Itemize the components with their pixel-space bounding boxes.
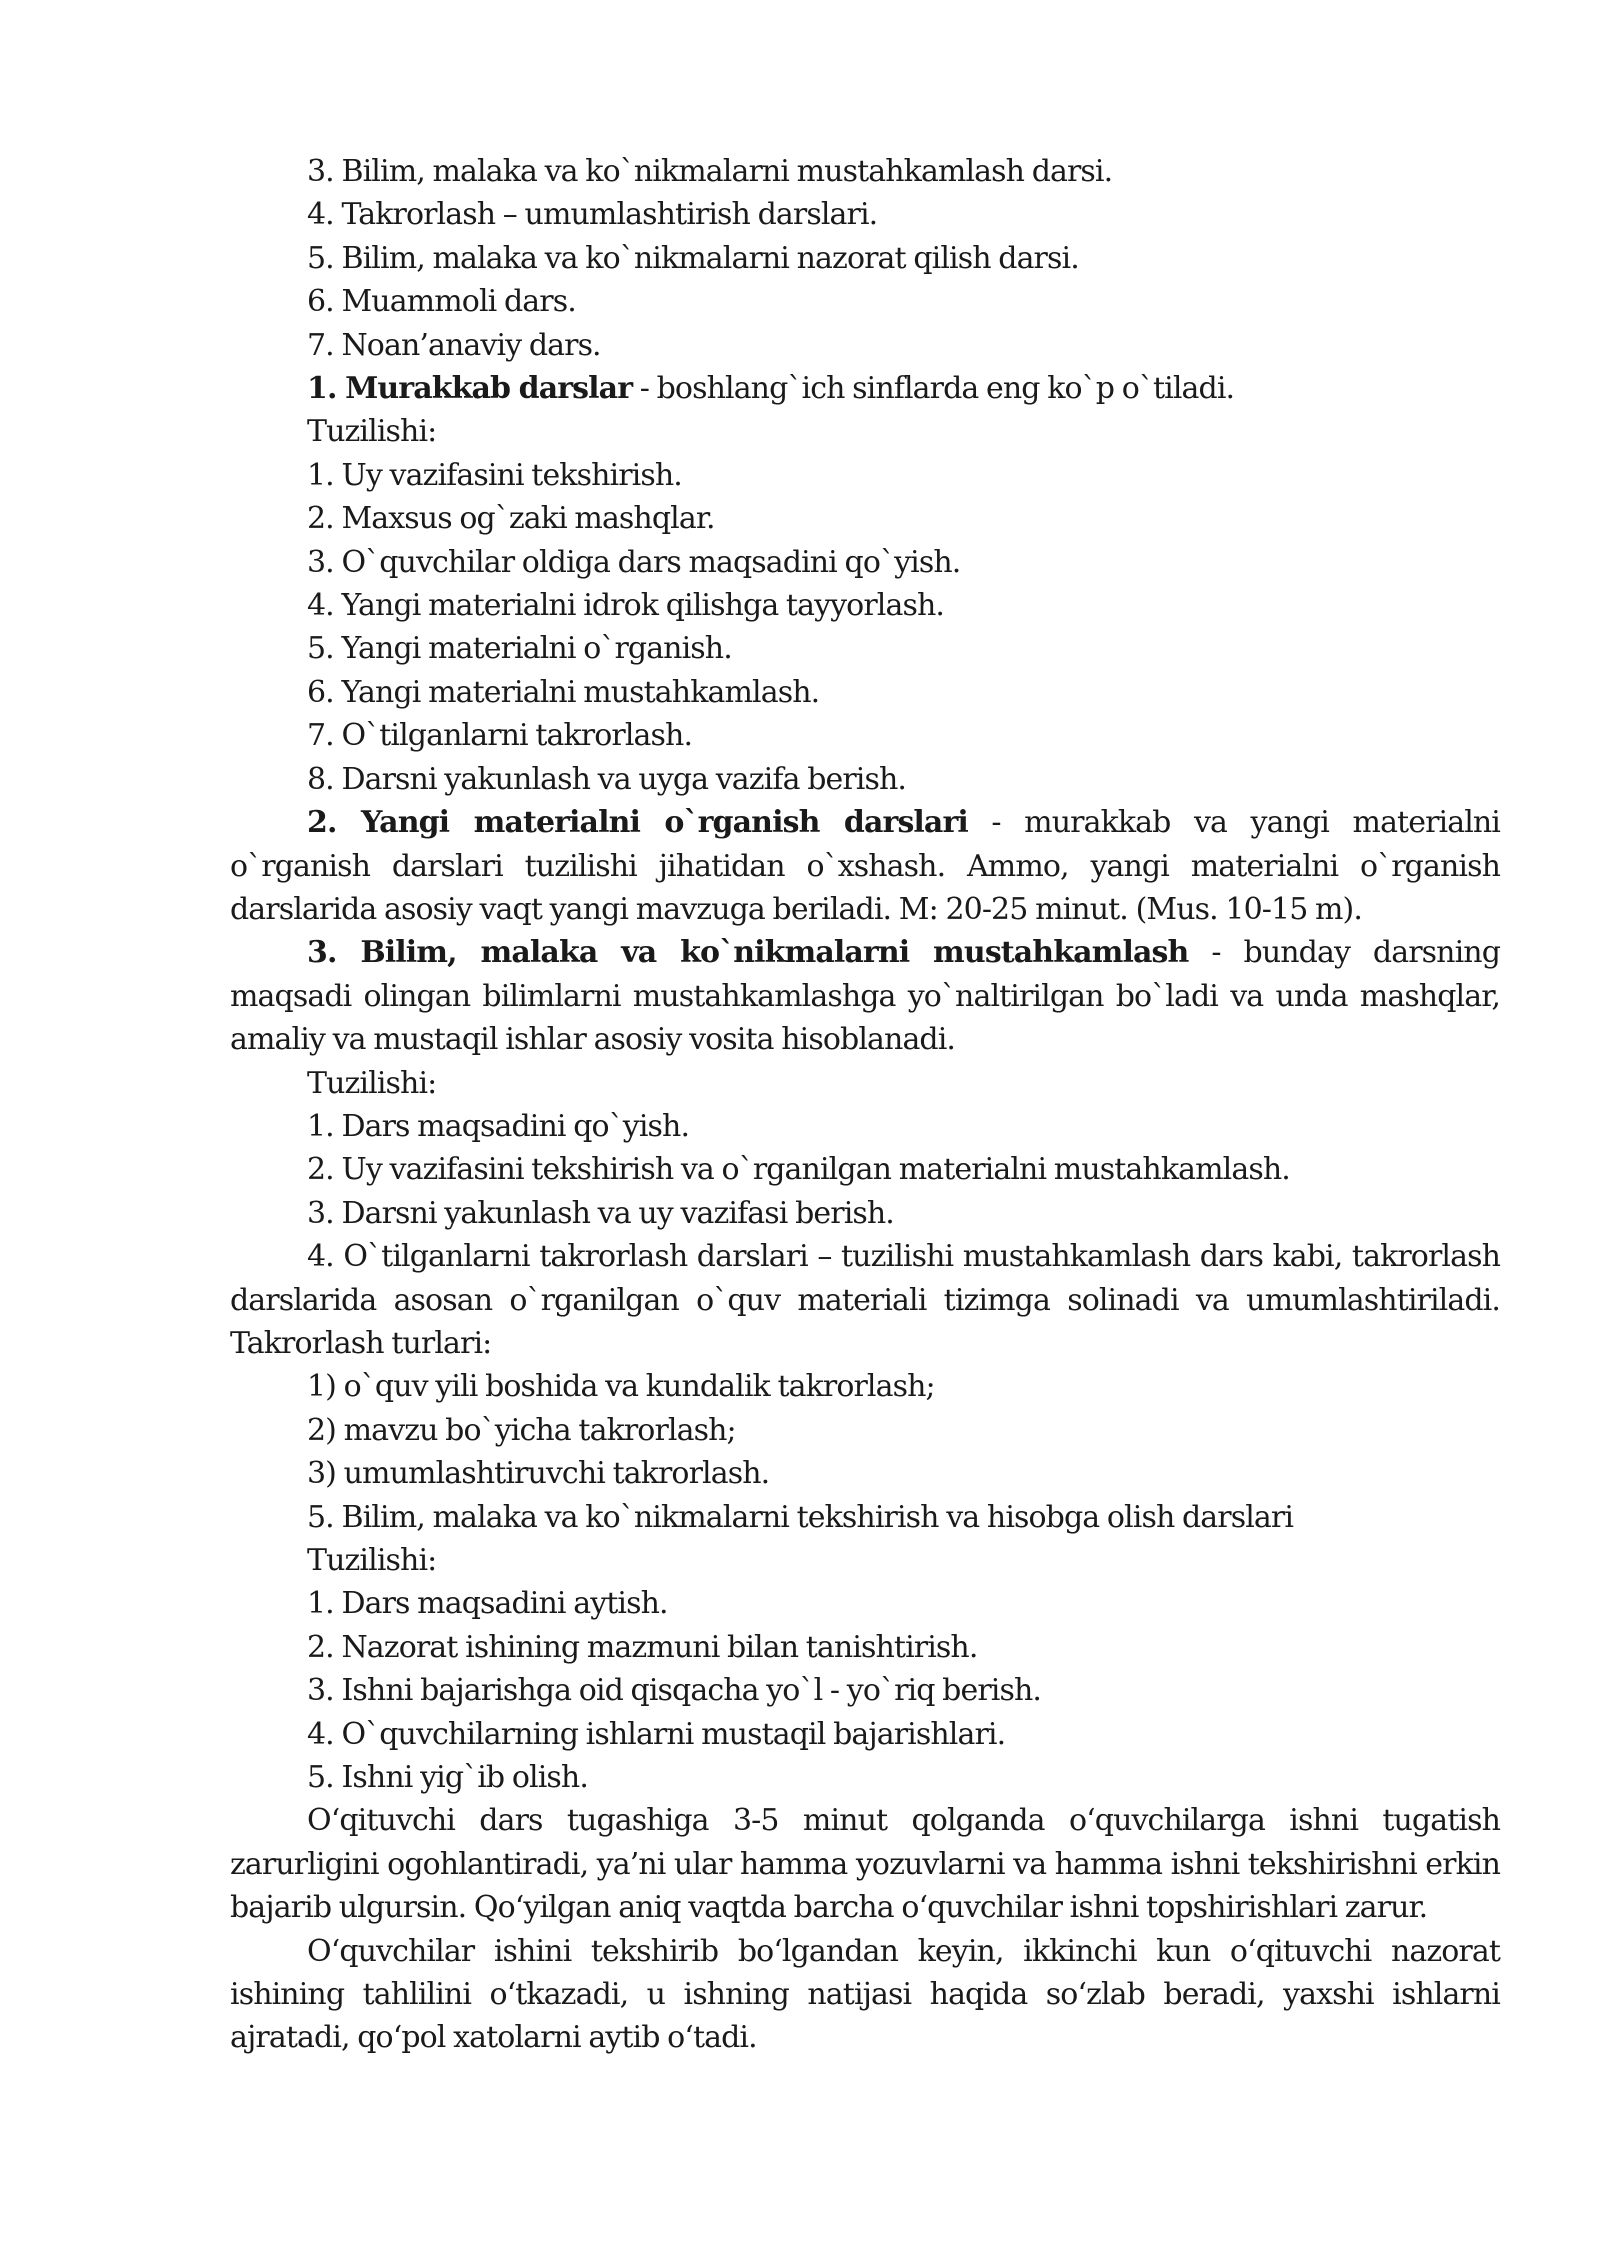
section1-step: 2. Maxsus og`zaki mashqlar. xyxy=(307,501,715,537)
section4-type: 1) o`quv yili boshida va kundalik takrorlash; xyxy=(307,1369,935,1405)
section5-step: 5. Ishni yig`ib olish. xyxy=(307,1760,588,1796)
section2-heading: 2. Yangi materialni o`rganish darslari xyxy=(307,805,968,841)
intro-list-item: 7. Noan’anaviy dars. xyxy=(307,327,601,363)
section-nazorat-darslari xyxy=(230,1496,1500,1800)
section1-structure-label: Tuzilishi: xyxy=(307,414,437,450)
section1-step: 1. Uy vazifasini tekshirish. xyxy=(307,457,682,493)
section2-text: - murakkab va yangi materialni o`rganish darslari tuzilishi jihatidan o`xshash. Ammo, yangi materialni o`rganish darslarida asosiy vaqt yangi mavzuga beriladi. M: 20-25 minut. (Mus. 10-15 m). xyxy=(230,805,1501,927)
section1-step: 4. Yangi materialni idrok qilishga tayyorlash. xyxy=(307,588,945,624)
section5-step: 3. Ishni bajarishga oid qisqacha yo`l - yo`riq berish. xyxy=(307,1673,1042,1709)
section5-heading-line: 5. Bilim, malaka va ko`nikmalarni tekshirish va hisobga olish darslari xyxy=(307,1499,1294,1535)
section3-structure-label: Tuzilishi: xyxy=(307,1065,437,1101)
section3-step: 2. Uy vazifasini tekshirish va o`rganilgan materialni mustahkamlash. xyxy=(307,1152,1290,1188)
section3-structure xyxy=(230,1062,1500,1236)
section5-structure-label: Tuzilishi: xyxy=(307,1543,437,1578)
section4-type: 2) mavzu bo`yicha takrorlash; xyxy=(307,1412,736,1448)
section4-type: 3) umumlashtiruvchi takrorlash. xyxy=(307,1456,770,1492)
section1-step: 6. Yangi materialni mustahkamlash. xyxy=(307,674,820,710)
section1-step: 5. Yangi materialni o`rganish. xyxy=(307,631,732,667)
section3-step: 1. Dars maqsadini qo`yish. xyxy=(307,1108,690,1144)
intro-list-item: 3. Bilim, malaka va ko`nikmalarni mustahkamlash darsi. xyxy=(307,154,1113,189)
section1-step: 3. O`quvchilar oldiga dars maqsadini qo`yish. xyxy=(307,544,961,580)
section5-step: 2. Nazorat ishining mazmuni bilan tanishtirish. xyxy=(307,1629,978,1665)
section3-text: - bunday darsning maqsadi olingan bilimlarni mustahkamlashga yo`naltirilgan bo`ladi va unda mashqlar, amaliy va mustaqil ishlar asosiy vosita hisoblanadi. xyxy=(230,935,1500,1058)
section2-paragraph xyxy=(230,801,1500,931)
intro-list-item: 4. Takrorlash – umumlashtirish darslari. xyxy=(307,197,878,233)
closing-paragraph: O‘qituvchi dars tugashiga 3-5 minut qolganda o‘quvchilarga ishni tugatish zarurligini ogohlantiradi, ya’ni ular hamma yozuvlarni va hamma ishni tekshirishni erkin bajarib ulgursin. Qo‘yilgan aniq vaqtda barcha o‘quvchilar ishni topshirishlari zarur. xyxy=(230,1803,1500,1926)
document-page xyxy=(230,150,1500,2060)
section1-text: - boshlang`ich sinflarda eng ko`p o`tiladi. xyxy=(632,371,1235,407)
section3-paragraph xyxy=(230,931,1500,1061)
section1-step: 8. Darsni yakunlash va uyga vazifa berish. xyxy=(307,761,907,797)
section1-intro xyxy=(230,367,1500,410)
closing-paragraph: O‘quvchilar ishini tekshirib bo‘lgandan keyin, ikkinchi kun o‘qituvchi nazorat ishining tahlilini o‘tkazadi, u ishning natijasi haqida so‘zlab beradi, yaxshi ishlarni ajratadi, qo‘pol xatolarni aytib o‘tadi. xyxy=(230,1933,1500,2056)
section4-types xyxy=(230,1365,1500,1495)
intro-list xyxy=(230,150,1500,367)
section3-step: 3. Darsni yakunlash va uy vazifasi berish. xyxy=(307,1195,894,1231)
section5-step: 1. Dars maqsadini aytish. xyxy=(307,1586,668,1622)
section5-step: 4. O`quvchilarning ishlarni mustaqil bajarishlari. xyxy=(307,1716,1006,1752)
section1-heading: 1. Murakkab darslar xyxy=(307,371,633,407)
section3-heading: 3. Bilim, malaka va ko`nikmalarni mustahkamlash xyxy=(307,935,1189,971)
section4-paragraph: 4. O`tilganlarni takrorlash darslari – tuzilishi mustahkamlash dars kabi, takrorlash darslarida asosan o`rganilgan o`quv materiali tizimga solinadi va umumlashtiriladi. Takrorlash turlari: xyxy=(230,1239,1500,1361)
intro-list-item: 6. Muammoli dars. xyxy=(307,284,576,320)
section1-step: 7. O`tilganlarni takrorlash. xyxy=(307,718,693,754)
section-murakkab-darslar xyxy=(230,367,1500,801)
intro-list-item: 5. Bilim, malaka va ko`nikmalarni nazorat qilish darsi. xyxy=(307,240,1079,276)
